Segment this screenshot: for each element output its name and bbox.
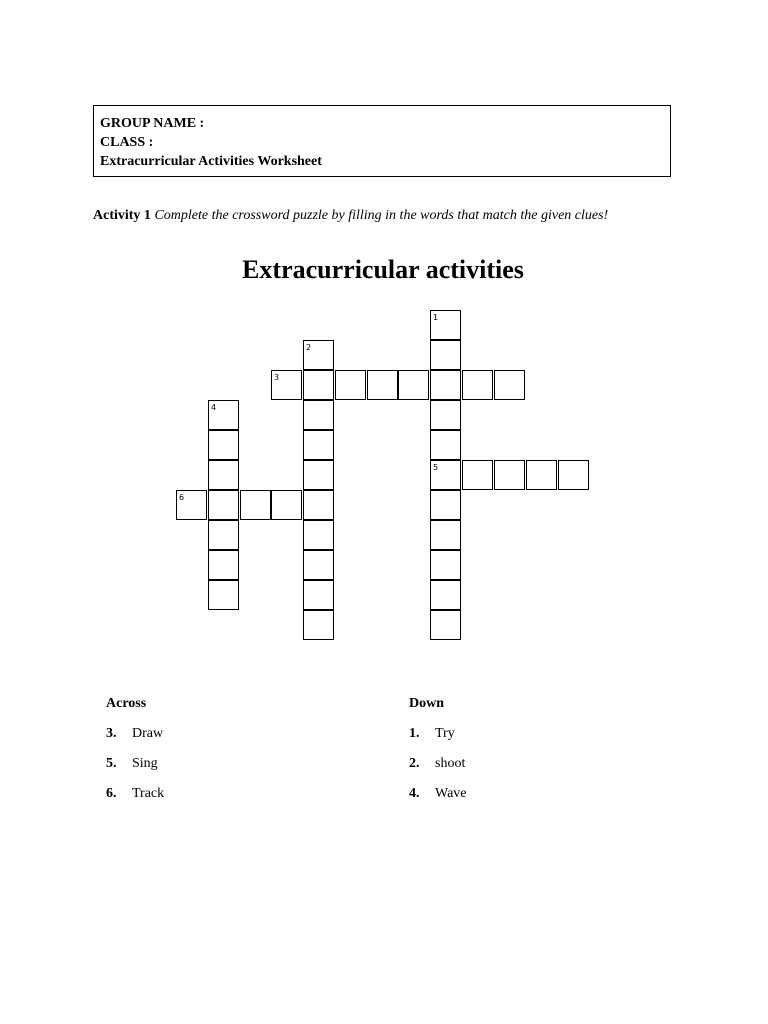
clue-down-4: 4. Wave <box>409 786 467 801</box>
activity-label: Activity 1 <box>93 208 151 223</box>
crossword-cell <box>526 460 557 490</box>
crossword-cell <box>335 370 366 400</box>
crossword-cell <box>303 340 334 370</box>
crossword-cell <box>558 460 589 490</box>
crossword-cell <box>430 400 461 430</box>
crossword-cell <box>430 580 461 610</box>
crossword-cell <box>430 340 461 370</box>
crossword-cell <box>208 580 239 610</box>
crossword-cell <box>430 610 461 640</box>
clue-number: 5 <box>433 463 439 472</box>
crossword-cell <box>430 310 461 340</box>
crossword-cell <box>208 490 239 520</box>
crossword-cell <box>462 370 493 400</box>
page-title: Extracurricular activities <box>242 255 524 284</box>
crossword-cell <box>303 550 334 580</box>
clue-number: 2 <box>306 343 312 352</box>
crossword-cell <box>303 520 334 550</box>
crossword-cell <box>303 580 334 610</box>
class-label: CLASS : <box>100 135 154 150</box>
clue-number: 1 <box>433 313 439 322</box>
crossword-cell <box>430 490 461 520</box>
activity-text: Complete the crossword puzzle by filling in the words that match the given clues! <box>154 208 609 223</box>
crossword-cell <box>430 550 461 580</box>
across-heading: Across <box>106 696 147 711</box>
crossword-cell <box>208 430 239 460</box>
crossword-cell <box>430 430 461 460</box>
crossword-cell <box>303 400 334 430</box>
crossword-cell <box>430 520 461 550</box>
clue-number: 3 <box>274 373 280 382</box>
crossword-cell <box>494 370 525 400</box>
clue-down-2: 2. shoot <box>409 756 466 771</box>
clue-across-3: 3. Draw <box>106 726 164 741</box>
crossword-cell <box>462 460 493 490</box>
crossword-cell <box>303 460 334 490</box>
crossword-cell <box>208 550 239 580</box>
crossword-cell <box>176 490 207 520</box>
crossword-cell <box>398 370 429 400</box>
crossword-cell <box>271 370 302 400</box>
crossword-cell <box>303 610 334 640</box>
clue-across-5: 5. Sing <box>106 756 158 771</box>
group-name-label: GROUP NAME : <box>100 116 205 131</box>
down-clues <box>409 696 467 801</box>
crossword-cell <box>303 370 334 400</box>
down-heading: Down <box>409 696 445 711</box>
crossword-cell <box>208 460 239 490</box>
across-clues <box>106 696 165 801</box>
crossword-cell <box>303 430 334 460</box>
crossword-cell <box>208 520 239 550</box>
crossword-cell <box>271 490 302 520</box>
clue-down-1: 1. Try <box>409 726 455 741</box>
crossword-cell <box>430 460 461 490</box>
crossword-cell <box>240 490 271 520</box>
crossword-cell <box>208 400 239 430</box>
clue-number: 6 <box>179 493 185 502</box>
clue-number: 4 <box>211 403 217 412</box>
crossword-cell <box>367 370 398 400</box>
worksheet-title: Extracurricular Activities Worksheet <box>100 154 322 169</box>
crossword-cell <box>430 370 461 400</box>
crossword-cell <box>303 490 334 520</box>
crossword-cell <box>494 460 525 490</box>
clue-across-6: 6. Track <box>106 786 165 801</box>
